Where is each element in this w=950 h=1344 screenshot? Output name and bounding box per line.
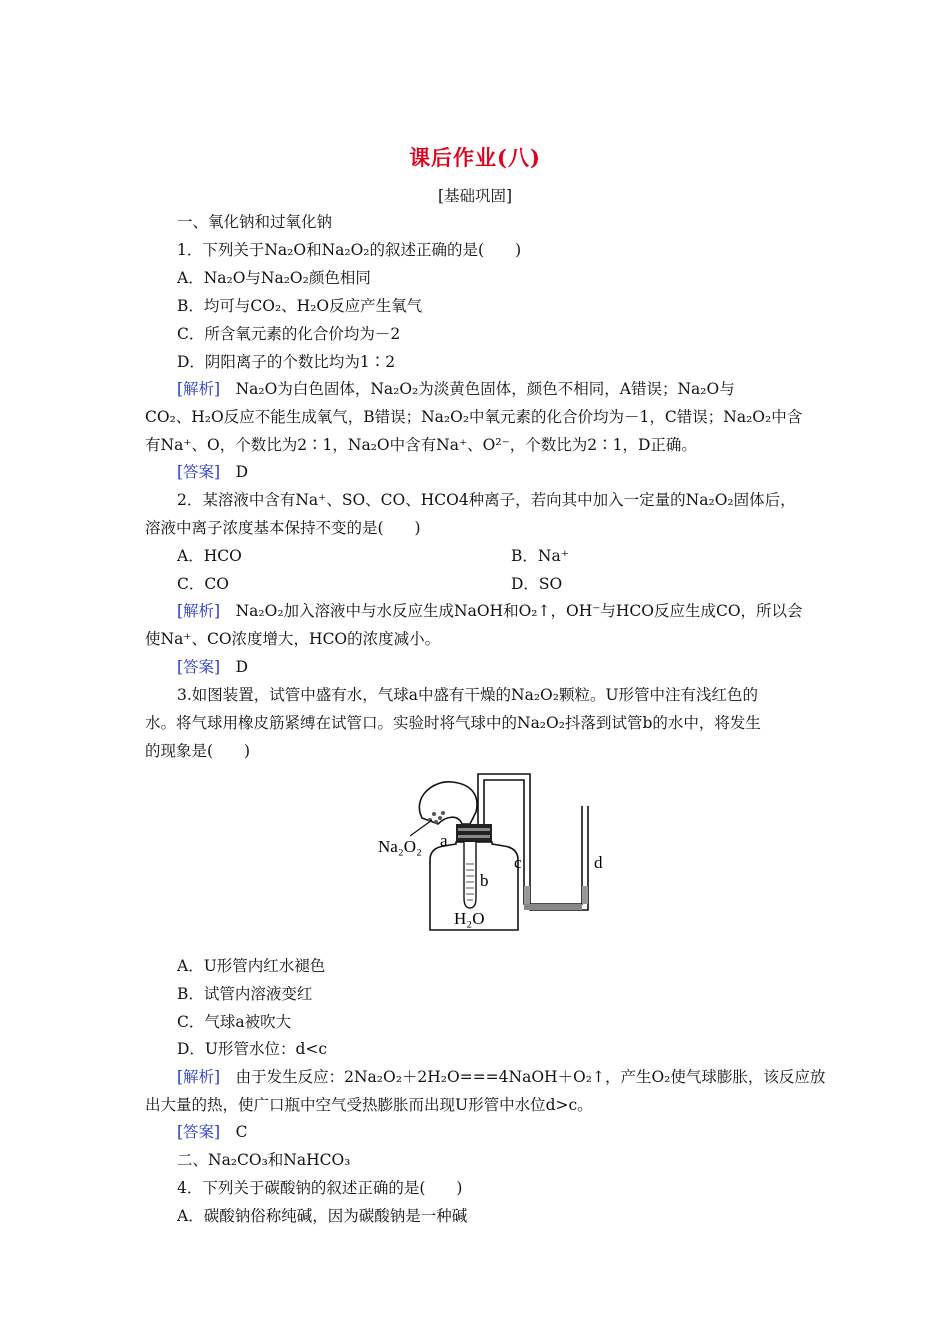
answer-tag: [答案] (177, 1123, 221, 1141)
label-b: b (480, 871, 489, 890)
answer-tag: [答案] (177, 658, 221, 676)
explanation-tag: [解析] (177, 602, 221, 620)
q2-explanation-line-1 (177, 599, 803, 621)
na2o2-pointer-line (410, 820, 432, 836)
q1-option-d: D．阴阳离子的个数比均为1∶2 (177, 353, 396, 371)
q2-option-d: D．SO (511, 575, 563, 593)
q2-stem-line-1: 2．某溶液中含有Na⁺、SO、CO、HCO4种离子，若向其中加入一定量的Na₂O₂固体后， (177, 491, 796, 509)
label-a: a (440, 831, 448, 850)
section-heading-2: 二、Na₂CO₃和NaHCO₃ (177, 1151, 351, 1169)
label-d: d (594, 853, 603, 872)
q3-option-d: D．U形管水位：d<c (177, 1040, 328, 1058)
q3-stem-line-2: 水。将气球用橡皮筋紧缚在试管口。实验时将气球中的Na₂O₂抖落到试管b的水中，将发生 (145, 714, 761, 732)
q3-explanation-line-2: 出大量的热，使广口瓶中空气受热膨胀而出现U形管中水位d>c。 (145, 1096, 593, 1114)
explanation-text: Na₂O为白色固体，Na₂O₂为淡黄色固体，颜色不相同，A错误；Na₂O与 (220, 380, 735, 398)
section-subtitle: [基础巩固] (437, 187, 513, 205)
q1-explanation-line-3: 有Na⁺、O，个数比为2∶1，Na₂O中含有Na⁺、O²⁻，个数比为2∶1，D正确。 (145, 436, 697, 454)
q2-answer (177, 655, 248, 677)
page-title: 课后作业(八) (409, 145, 541, 170)
q3-answer (177, 1120, 247, 1142)
explanation-text: Na₂O₂加入溶液中与水反应生成NaOH和O₂↑，OH⁻与HCO反应生成CO，所以会 (220, 602, 803, 620)
q3-explanation-line-1 (177, 1065, 825, 1087)
q4-stem: 4．下列关于碳酸钠的叙述正确的是( ) (177, 1179, 463, 1197)
q2-option-c: C．CO (177, 575, 229, 593)
answer-text: C (220, 1123, 248, 1141)
answer-text: D (220, 463, 249, 481)
u-tube-water (524, 886, 588, 910)
q2-explanation-line-2: 使Na⁺、CO浓度增大，HCO的浓度减小。 (145, 630, 441, 648)
label-h2o: H₂O (454, 909, 485, 928)
q1-answer (177, 460, 248, 482)
q1-option-b: B．均可与CO₂、H₂O反应产生氧气 (177, 297, 423, 315)
q1-stem: 1．下列关于Na₂O和Na₂O₂的叙述正确的是( ) (177, 241, 522, 259)
section-heading-1: 一、氧化钠和过氧化钠 (177, 213, 333, 231)
q3-stem-line-3: 的现象是( ) (145, 742, 251, 760)
balloon-a (419, 782, 477, 824)
explanation-text: 由于发生反应：2Na₂O₂＋2H₂O===4NaOH＋O₂↑，产生O₂使气球膨胀，该反应放 (220, 1068, 826, 1086)
q3-option-a: A．U形管内红水褪色 (177, 957, 326, 975)
q3-option-c: C．气球a被吹大 (177, 1013, 292, 1031)
q3-stem-line-1: 3.如图装置，试管中盛有水，气球a中盛有干燥的Na₂O₂颗粒。U形管中注有浅红色的 (177, 686, 759, 704)
q2-stem-line-2: 溶液中离子浓度基本保持不变的是( ) (145, 519, 421, 537)
q2-option-b: B．Na⁺ (511, 547, 569, 565)
q1-option-a: A．Na₂O与Na₂O₂颜色相同 (177, 269, 371, 287)
explanation-tag: [解析] (177, 1068, 221, 1086)
q1-explanation-line-1 (177, 377, 735, 399)
explanation-tag: [解析] (177, 380, 221, 398)
q3-option-b: B．试管内溶液变红 (177, 985, 313, 1003)
q2-option-a: A．HCO (177, 547, 242, 565)
q1-option-c: C．所含氧元素的化合价均为－2 (177, 325, 401, 343)
test-tube-b (464, 842, 476, 908)
q1-explanation-line-2: CO₂、H₂O反应不能生成氧气，B错误；Na₂O₂中氧元素的化合价均为－1，C错误；Na₂O₂中含 (145, 408, 803, 426)
apparatus-diagram (370, 768, 620, 938)
answer-tag: [答案] (177, 463, 221, 481)
answer-text: D (220, 658, 249, 676)
rubber-stopper (456, 824, 492, 842)
label-na2o2: Na₂O₂ (378, 837, 422, 856)
q4-option-a: A．碳酸钠俗称纯碱，因为碳酸钠是一种碱 (177, 1207, 468, 1225)
label-c: c (514, 853, 522, 872)
